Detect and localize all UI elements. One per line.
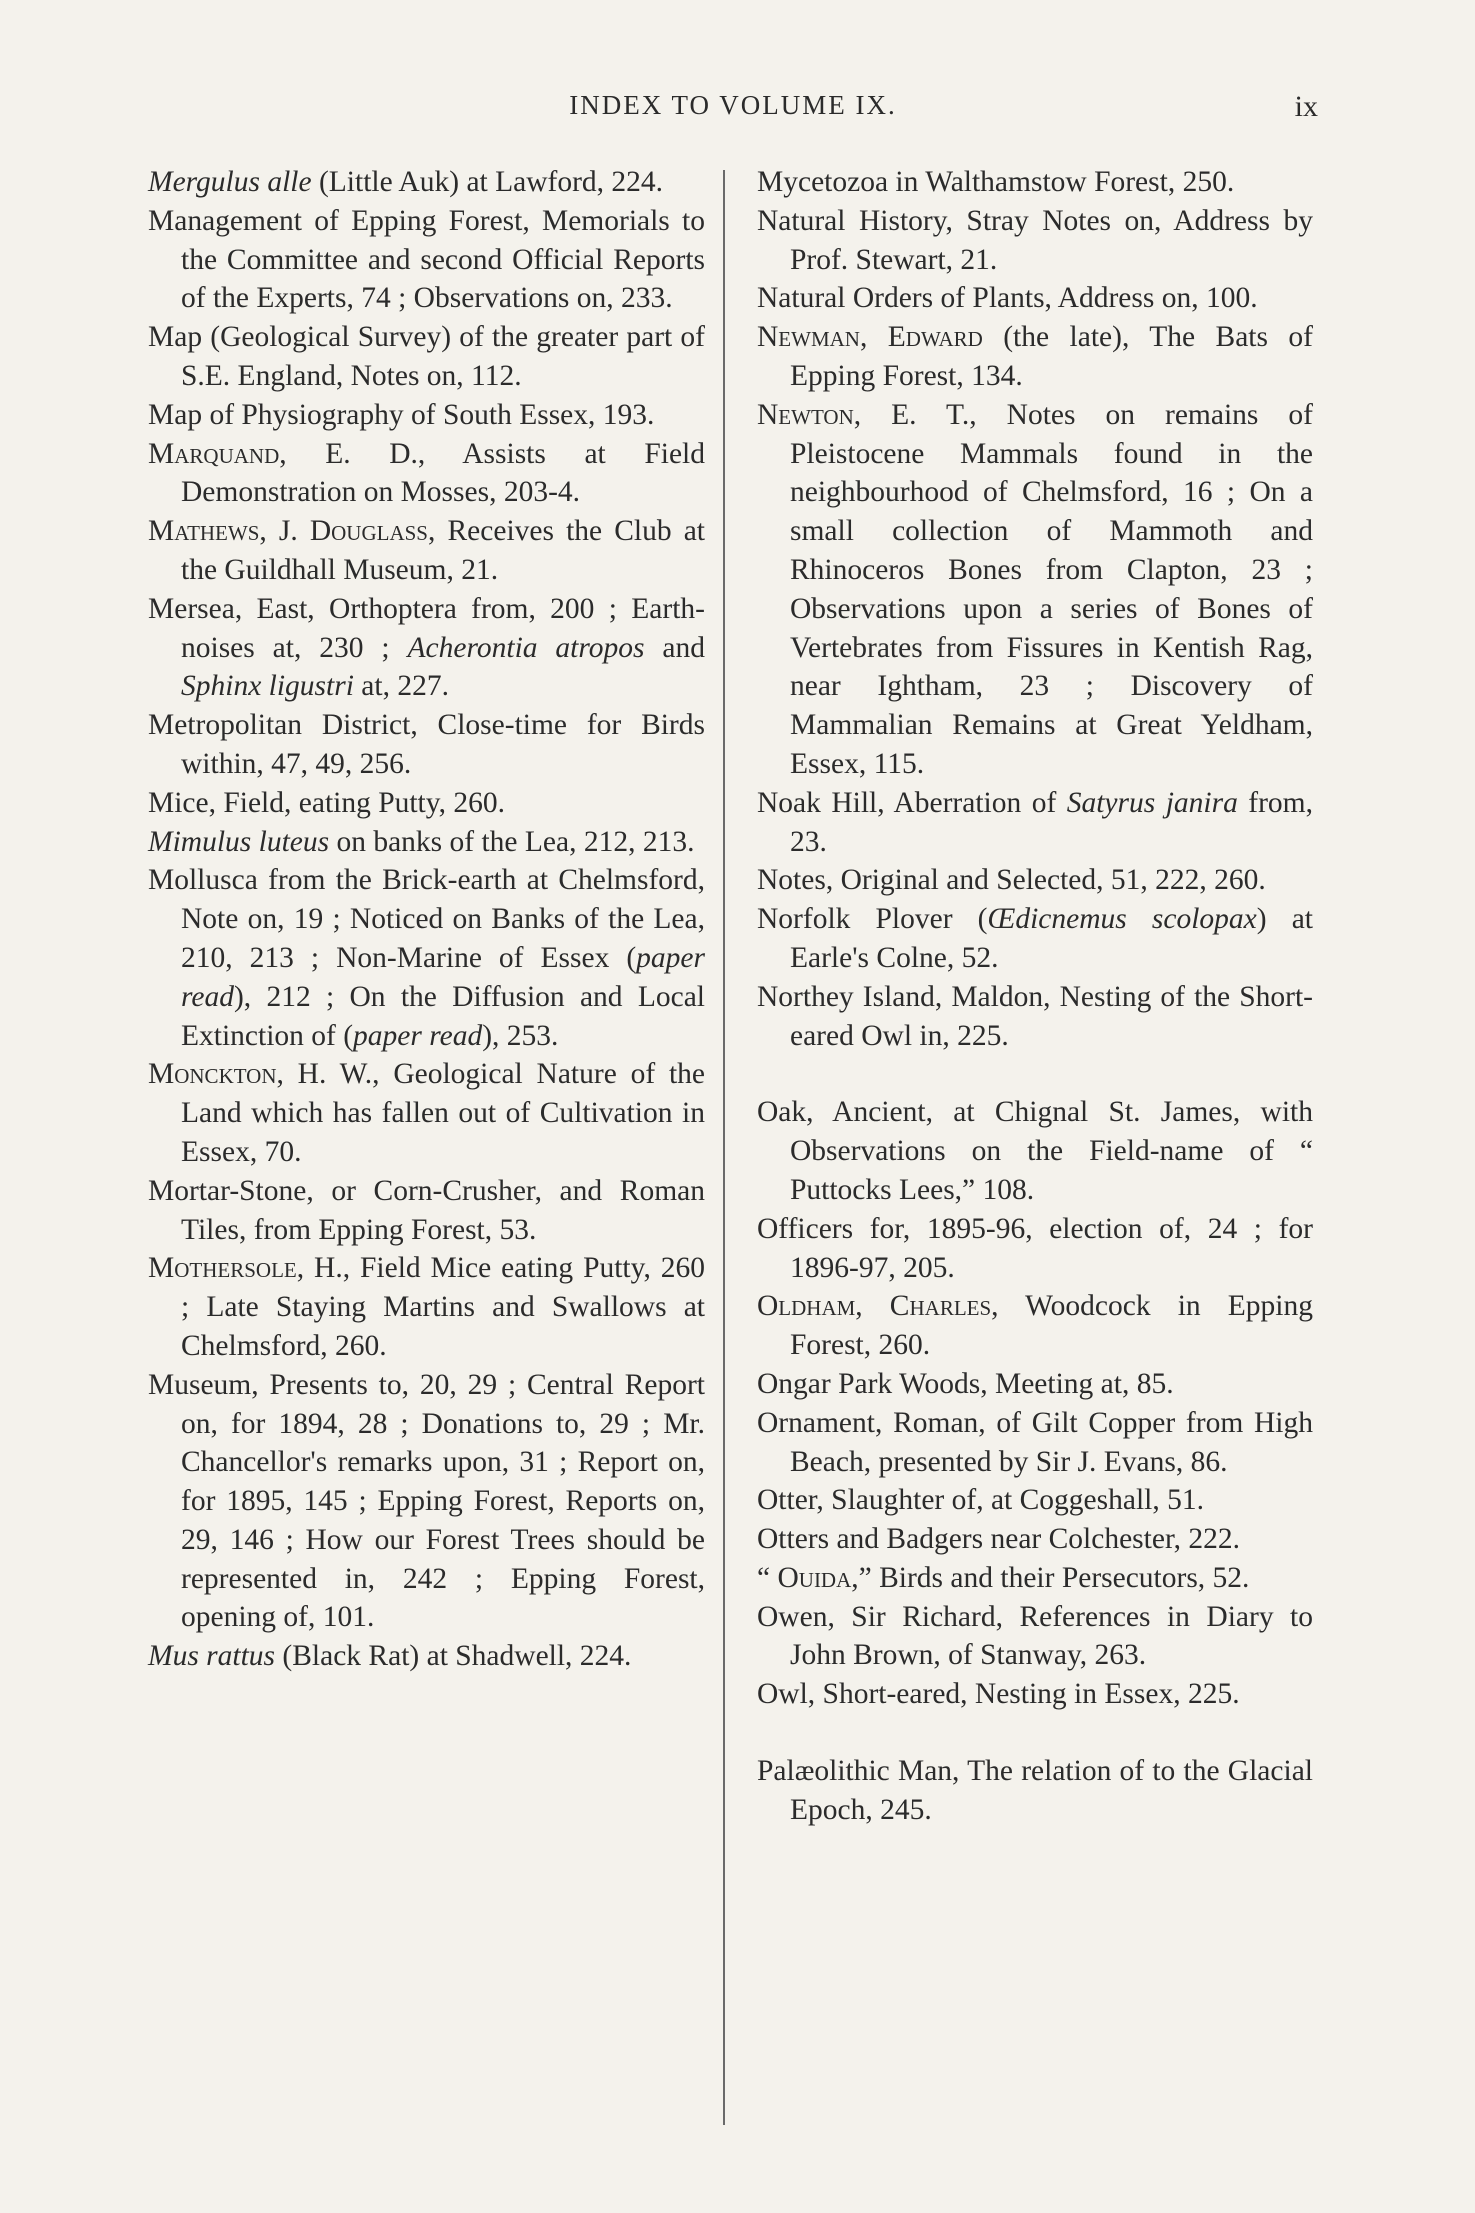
page-title: INDEX TO VOLUME IX. [569,90,897,120]
index-entry: Map of Physiography of South Essex, 193. [148,398,655,431]
index-entry: Otters and Badgers near Colchester, 222. [757,1523,1240,1556]
index-entry: Natural History, Stray Notes on, Address by Prof. Stewart, 21. [757,204,1313,276]
index-entry: Palæolithic Man, The relation of to the Glacial Epoch, 245. [757,1755,1313,1826]
section-gap [757,1714,1313,1752]
index-entry: Newton, E. T., Notes on remains of Pleistocene Mammals found in the neighbourhood of Chelmsford, 16 ; On a small collection of Mammoth and Rhinoceros Bones from Clapton, 23 ; Observations upon a series of Bones of Vertebrates from Fissures in Kentish Rag, near Ightham, 23 ; Discovery of Mammalian Remains at Great Yeldham, Essex, 115. [757,398,1313,780]
index-entry: Management of Epping Forest, Memorials to the Committee and second Official Reports of the Experts, 74 ; Observations on, 233. [148,204,705,315]
running-header [148,90,1318,130]
index-entry: Mice, Field, eating Putty, 260. [148,786,505,819]
index-entry: Norfolk Plover (Œdicnemus scolopax) at Earle's Colne, 52. [757,903,1313,974]
index-entry: Ongar Park Woods, Meeting at, 85. [757,1367,1174,1400]
index-entry: Mersea, East, Orthoptera from, 200 ; Earth-noises at, 230 ; Acherontia atropos and Sphinx ligustri at, 227. [148,592,706,703]
index-entry: Map (Geological Survey) of the greater part of S.E. England, Notes on, 112. [148,321,705,392]
index-entry: Mortar-Stone, or Corn-Crusher, and Roman Tiles, from Epping Forest, 53. [148,1174,705,1246]
index-entry: Mergulus alle (Little Auk) at Lawford, 224. [148,166,664,198]
index-entry: Newman, Edward (the late), The Bats of Epping Forest, 134. [757,321,1313,392]
column-divider [723,170,725,2125]
index-entry: Metropolitan District, Close-time for Birds within, 47, 49, 256. [148,709,705,780]
index-entry: Notes, Original and Selected, 51, 222, 260. [757,864,1266,897]
index-entry: Otter, Slaughter of, at Coggeshall, 51. [757,1484,1204,1517]
index-entry: Mollusca from the Brick-earth at Chelmsford, Note on, 19 ; Noticed on Banks of the Lea, 210, 213 ; Non-Marine of Essex (paper read), 212 ; On the Diffusion and Local Extinction of (paper read), 253. [148,864,705,1052]
index-entry: Noak Hill, Aberration of Satyrus janira from, 23. [757,786,1314,858]
right-index-column [757,163,1313,1830]
index-entry: Marquand, E. D., Assists at Field Demonstration on Mosses, 203-4. [148,437,705,509]
index-entry: “ Ouida,” Birds and their Persecutors, 52. [757,1561,1250,1594]
left-index-column [148,163,705,1676]
section-gap [757,1055,1313,1093]
index-entry: Monckton, H. W., Geological Nature of the Land which has fallen out of Cultivation in Essex, 70. [148,1058,705,1168]
index-entry: Officers for, 1895-96, election of, 24 ; for 1896-97, 205. [757,1212,1313,1284]
index-entry: Ornament, Roman, of Gilt Copper from High Beach, presented by Sir J. Evans, 86. [757,1406,1313,1478]
index-entry: Oldham, Charles, Woodcock in Epping Forest, 260. [757,1290,1313,1362]
page-number: ix [1294,90,1318,123]
index-entry: Oak, Ancient, at Chignal St. James, with Observations on the Field-name of “ Puttocks Lees,” 108. [757,1096,1313,1206]
index-entry: Mycetozoa in Walthamstow Forest, 250. [757,166,1235,198]
index-entry: Mothersole, H., Field Mice eating Putty, 260 ; Late Staying Martins and Swallows at Chelmsford, 260. [148,1252,706,1362]
index-entry: Natural Orders of Plants, Address on, 100. [757,282,1258,315]
index-entry: Mimulus luteus on banks of the Lea, 212, 213. [148,825,695,858]
index-entry: Mathews, J. Douglass, Receives the Club at the Guildhall Museum, 21. [148,515,705,586]
index-entry: Owen, Sir Richard, References in Diary to John Brown, of Stanway, 263. [757,1600,1313,1672]
index-entry: Northey Island, Maldon, Nesting of the Short-eared Owl in, 225. [757,980,1313,1052]
index-entry: Museum, Presents to, 20, 29 ; Central Report on, for 1894, 28 ; Donations to, 29 ; Mr. Chancellor's remarks upon, 31 ; Report on, for 1895, 145 ; Epping Forest, Reports on, 29, 146 ; How our Forest Trees should be represented in, 242 ; Epping Forest, opening of, 101. [148,1368,705,1634]
index-entry: Owl, Short-eared, Nesting in Essex, 225. [757,1678,1240,1711]
index-entry: Mus rattus (Black Rat) at Shadwell, 224. [148,1640,632,1673]
